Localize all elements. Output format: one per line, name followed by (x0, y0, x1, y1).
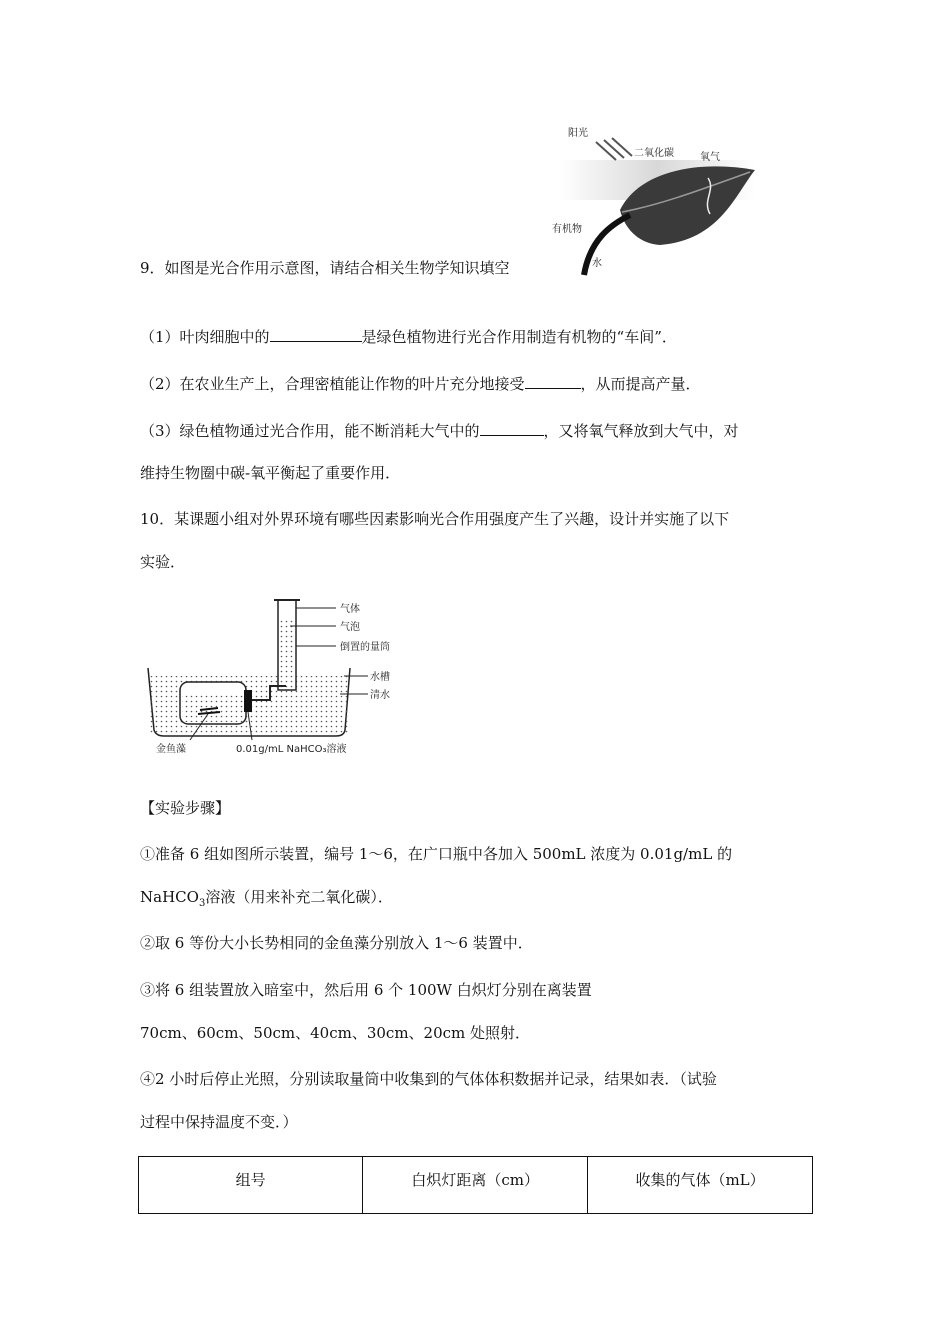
header-group-number: 组号 (139, 1157, 363, 1214)
label-bubble: 气泡 (340, 622, 360, 633)
q9-part3-after: ，又将氧气释放到大气中，对 (543, 422, 739, 440)
tube-connector (244, 690, 252, 712)
label-sunlight: 阳光 (568, 128, 588, 139)
q9-part2-after: ，从而提高产量． (580, 375, 701, 393)
label-organic: 有机物 (552, 224, 582, 235)
steps-heading: 【实验步骤】 (140, 799, 231, 817)
photosynthesis-diagram (550, 120, 760, 280)
q9-part1 (140, 325, 677, 348)
q9-blank1 (270, 325, 362, 342)
q9-part2-before: （2）在农业生产上，合理密植能让作物的叶片充分地接受 (140, 375, 525, 393)
header-lamp-distance: 白炽灯距离（cm） (363, 1157, 588, 1214)
label-water: 水 (592, 258, 602, 269)
sunlight-arrows-icon (596, 138, 632, 160)
header-gas-collected: 收集的气体（mL） (588, 1157, 813, 1214)
q9-part2 (140, 372, 701, 395)
q9-part3-line2: 维持生物圈中碳-氧平衡起了重要作用． (140, 464, 401, 482)
q9-part3-before: （3）绿色植物通过光合作用，能不断消耗大气中的 (140, 422, 480, 440)
q9-stem: 9．如图是光合作用示意图，请结合相关生物学知识填空 (140, 259, 510, 277)
results-table (138, 1156, 813, 1214)
step1-line1: ①准备 6 组如图所示装置，编号 1～6，在广口瓶中各加入 500mL 浓度为 0.01g/mL 的 (140, 845, 733, 863)
leaf-stem (584, 215, 630, 275)
step1-chem-sub: 3 (198, 898, 206, 909)
q9-blank3 (480, 419, 544, 436)
label-oxygen: 氧气 (700, 152, 720, 163)
label-water: 清水 (370, 690, 390, 701)
cylinder-water (280, 618, 294, 688)
step3-line1: ③将 6 组装置放入暗室中，然后用 6 个 100W 白炽灯分别在离装置 (140, 981, 592, 999)
step1-line2 (140, 886, 393, 915)
label-gas: 气体 (340, 604, 360, 615)
label-solution: 0.01g/mL NaHCO₃溶液 (236, 744, 347, 755)
label-cylinder: 倒置的量筒 (340, 642, 390, 653)
label-algae: 金鱼藻 (156, 744, 186, 755)
step4-line1: ④2 小时后停止光照，分别读取量筒中收集到的气体体积数据并记录，结果如表．（试验 (140, 1070, 717, 1088)
apparatus-figure (140, 590, 410, 760)
label-tank: 水槽 (370, 672, 390, 683)
step4-line2: 过程中保持温度不变．） (140, 1113, 298, 1131)
q10-stem-line1: 10．某课题小组对外界环境有哪些因素影响光合作用强度产生了兴趣，设计并实施了以下 (140, 510, 730, 528)
apparatus-diagram (140, 590, 410, 760)
q9-part1-after: 是绿色植物进行光合作用制造有机物的“车间”． (361, 328, 677, 346)
label-co2: 二氧化碳 (634, 148, 674, 159)
q9-part3 (140, 419, 739, 442)
photosynthesis-figure (550, 120, 760, 280)
q9-part1-before: （1）叶肉细胞中的 (140, 328, 270, 346)
step1-rest: 溶液（用来补充二氧化碳）． (205, 888, 393, 906)
q10-stem-line2: 实验． (140, 553, 186, 571)
step1-chem: NaHCO (140, 888, 199, 906)
step3-line2: 70cm、60cm、50cm、40cm、30cm、20cm 处照射． (140, 1024, 531, 1042)
q9-blank2 (525, 372, 581, 389)
step2: ②取 6 等份大小长势相同的金鱼藻分别放入 1～6 装置中． (140, 934, 533, 952)
results-table-header-row (139, 1157, 813, 1214)
